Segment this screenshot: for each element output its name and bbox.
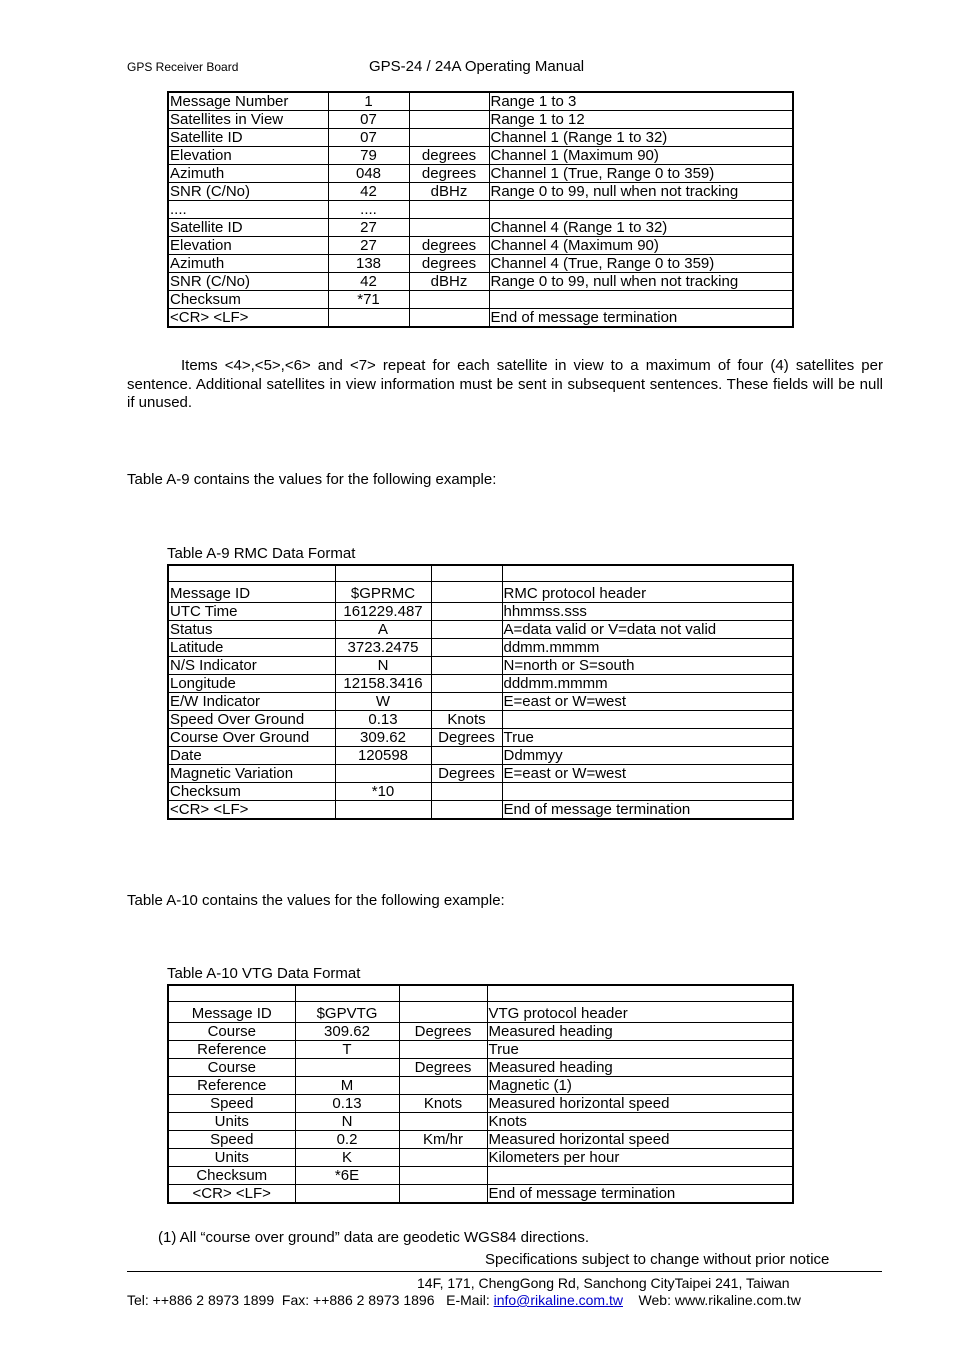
table-row bbox=[168, 747, 793, 765]
table-cell: M bbox=[295, 1077, 399, 1095]
table-cell: Measured horizontal speed bbox=[487, 1095, 793, 1113]
table-cell bbox=[399, 1077, 487, 1095]
table-cell: Degrees bbox=[431, 729, 502, 747]
table-cell: E=east or W=west bbox=[502, 765, 793, 783]
table-header-blank-row bbox=[168, 985, 793, 1002]
table-cell: 0.13 bbox=[295, 1095, 399, 1113]
table-cell: *6E bbox=[295, 1167, 399, 1185]
table-row bbox=[168, 729, 793, 747]
table-row bbox=[168, 1059, 793, 1077]
table-row bbox=[168, 711, 793, 729]
table-cell bbox=[487, 985, 793, 1002]
table-cell: End of message termination bbox=[487, 1185, 793, 1204]
table-cell bbox=[409, 129, 489, 147]
table-cell: 42 bbox=[328, 273, 409, 291]
table-cell: Reference bbox=[168, 1041, 295, 1059]
table-cell: Course bbox=[168, 1023, 295, 1041]
table-cell: Channel 4 (Range 1 to 32) bbox=[489, 219, 793, 237]
table-cell: Measured horizontal speed bbox=[487, 1131, 793, 1149]
table-cell: A=data valid or V=data not valid bbox=[502, 621, 793, 639]
table-cell: Degrees bbox=[431, 765, 502, 783]
table-cell: T bbox=[295, 1041, 399, 1059]
table-cell: 42 bbox=[328, 183, 409, 201]
table-cell bbox=[431, 621, 502, 639]
table-cell: Azimuth bbox=[168, 165, 328, 183]
table-row bbox=[168, 92, 793, 111]
table-cell bbox=[431, 565, 502, 582]
table-cell: Units bbox=[168, 1113, 295, 1131]
table-cell: Message ID bbox=[168, 1002, 295, 1023]
table-row bbox=[168, 657, 793, 675]
rmc-table-body bbox=[168, 565, 793, 819]
table-cell: Channel 1 (Range 1 to 32) bbox=[489, 129, 793, 147]
table-cell: .... bbox=[328, 201, 409, 219]
table-cell bbox=[431, 675, 502, 693]
table-cell bbox=[487, 1167, 793, 1185]
table-cell: Knots bbox=[399, 1095, 487, 1113]
table-row bbox=[168, 129, 793, 147]
table-cell bbox=[295, 985, 399, 1002]
table-cell: True bbox=[502, 729, 793, 747]
table-cell: degrees bbox=[409, 237, 489, 255]
table-row bbox=[168, 255, 793, 273]
table-cell bbox=[409, 219, 489, 237]
table-cell: $GPRMC bbox=[335, 582, 431, 603]
table-row bbox=[168, 219, 793, 237]
table-cell: 0.13 bbox=[335, 711, 431, 729]
table-cell bbox=[335, 801, 431, 820]
footer-address: 14F, 171, ChengGong Rd, Sanchong CityTaipei 241, Taiwan bbox=[417, 1275, 790, 1291]
table-cell: End of message termination bbox=[489, 309, 793, 328]
table-cell bbox=[431, 603, 502, 621]
table-cell: Course Over Ground bbox=[168, 729, 335, 747]
vtg-table bbox=[167, 984, 794, 1204]
table-cell: Satellite ID bbox=[168, 219, 328, 237]
table-cell: 048 bbox=[328, 165, 409, 183]
footer-notice: Specifications subject to change without prior notice bbox=[485, 1251, 830, 1268]
table-row bbox=[168, 237, 793, 255]
table-cell: 07 bbox=[328, 129, 409, 147]
table-cell: Checksum bbox=[168, 783, 335, 801]
table-row bbox=[168, 147, 793, 165]
table-cell bbox=[409, 309, 489, 328]
table-cell: SNR (C/No) bbox=[168, 183, 328, 201]
table-cell: RMC protocol header bbox=[502, 582, 793, 603]
table-cell bbox=[399, 1185, 487, 1204]
table-cell: Elevation bbox=[168, 237, 328, 255]
table-cell: Elevation bbox=[168, 147, 328, 165]
table-cell: 27 bbox=[328, 237, 409, 255]
table-cell: $GPVTG bbox=[295, 1002, 399, 1023]
table-cell bbox=[399, 1113, 487, 1131]
table-cell bbox=[502, 783, 793, 801]
table-row bbox=[168, 273, 793, 291]
table-cell bbox=[431, 801, 502, 820]
vtg-table-body bbox=[168, 985, 793, 1203]
table-cell: Checksum bbox=[168, 291, 328, 309]
table-cell: Range 0 to 99, null when not tracking bbox=[489, 183, 793, 201]
table-cell: <CR> <LF> bbox=[168, 309, 328, 328]
table-row bbox=[168, 765, 793, 783]
header-title: GPS-24 / 24A Operating Manual bbox=[369, 58, 585, 75]
table-cell: W bbox=[335, 693, 431, 711]
table-cell: E/W Indicator bbox=[168, 693, 335, 711]
table-cell: 309.62 bbox=[295, 1023, 399, 1041]
table-cell bbox=[295, 1185, 399, 1204]
table-cell: dBHz bbox=[409, 273, 489, 291]
table-row bbox=[168, 165, 793, 183]
intro-table-a9: Table A-9 contains the values for the following example: bbox=[127, 471, 497, 488]
table-row bbox=[168, 693, 793, 711]
table-cell: Km/hr bbox=[399, 1131, 487, 1149]
table-cell bbox=[489, 201, 793, 219]
table-cell: Units bbox=[168, 1149, 295, 1167]
table-cell: Knots bbox=[431, 711, 502, 729]
table-cell: .... bbox=[168, 201, 328, 219]
footer-web: Web: www.rikaline.com.tw bbox=[622, 1292, 801, 1308]
table-cell bbox=[431, 693, 502, 711]
table-cell: Satellites in View bbox=[168, 111, 328, 129]
table-cell: K bbox=[295, 1149, 399, 1167]
table-cell: degrees bbox=[409, 165, 489, 183]
table-cell: N bbox=[295, 1113, 399, 1131]
table-cell bbox=[409, 92, 489, 111]
table-cell bbox=[399, 1041, 487, 1059]
table-cell: Magnetic (1) bbox=[487, 1077, 793, 1095]
table-row bbox=[168, 1077, 793, 1095]
table-cell: hhmmss.sss bbox=[502, 603, 793, 621]
table-cell: 12158.3416 bbox=[335, 675, 431, 693]
table-cell: Speed Over Ground bbox=[168, 711, 335, 729]
table-cell: Checksum bbox=[168, 1167, 295, 1185]
table-cell: Ddmmyy bbox=[502, 747, 793, 765]
table-cell: Azimuth bbox=[168, 255, 328, 273]
table-cell bbox=[335, 765, 431, 783]
repeat-items-paragraph: Items <4>,<5>,<6> and <7> repeat for each satellite in view to a maximum of four (4) satellites per sentence. Additional satellites in view information must be sent in subsequent sentences. These fields will be null if unused. bbox=[127, 357, 883, 411]
table-cell bbox=[502, 565, 793, 582]
table-cell bbox=[399, 1002, 487, 1023]
table-cell bbox=[399, 1167, 487, 1185]
table-cell: Range 0 to 99, null when not tracking bbox=[489, 273, 793, 291]
table-row bbox=[168, 1149, 793, 1167]
table-cell: N=north or S=south bbox=[502, 657, 793, 675]
table-row bbox=[168, 603, 793, 621]
rmc-table bbox=[167, 564, 794, 820]
table-cell: Longitude bbox=[168, 675, 335, 693]
table-row bbox=[168, 1023, 793, 1041]
table-row bbox=[168, 639, 793, 657]
table-cell: 120598 bbox=[335, 747, 431, 765]
table-row bbox=[168, 1002, 793, 1023]
table-cell bbox=[409, 111, 489, 129]
gsv-table bbox=[167, 91, 794, 328]
table-header-blank-row bbox=[168, 565, 793, 582]
table-cell: dddmm.mmmm bbox=[502, 675, 793, 693]
table-row bbox=[168, 111, 793, 129]
table-cell: Channel 4 (Maximum 90) bbox=[489, 237, 793, 255]
table-cell bbox=[399, 985, 487, 1002]
table-cell: degrees bbox=[409, 255, 489, 273]
table-cell: Knots bbox=[487, 1113, 793, 1131]
table-cell: Measured heading bbox=[487, 1023, 793, 1041]
table-cell: *71 bbox=[328, 291, 409, 309]
table-row bbox=[168, 201, 793, 219]
table-row bbox=[168, 1167, 793, 1185]
table-cell: UTC Time bbox=[168, 603, 335, 621]
table-cell: Speed bbox=[168, 1095, 295, 1113]
table-cell: Channel 1 (Maximum 90) bbox=[489, 147, 793, 165]
table-cell: Message Number bbox=[168, 92, 328, 111]
table-cell: 138 bbox=[328, 255, 409, 273]
table-cell: 161229.487 bbox=[335, 603, 431, 621]
table-row bbox=[168, 783, 793, 801]
table-row bbox=[168, 1113, 793, 1131]
footer-tel-fax: Tel: ++886 2 8973 1899 Fax: ++886 2 8973 1896 E-Mail: bbox=[127, 1292, 494, 1308]
table-cell: dBHz bbox=[409, 183, 489, 201]
table-cell: End of message termination bbox=[502, 801, 793, 820]
table-cell: N/S Indicator bbox=[168, 657, 335, 675]
table-cell: <CR> <LF> bbox=[168, 1185, 295, 1204]
table-cell bbox=[295, 1059, 399, 1077]
table-cell: degrees bbox=[409, 147, 489, 165]
rmc-table-caption: Table A-9 RMC Data Format bbox=[167, 545, 356, 562]
table-row bbox=[168, 801, 793, 820]
table-row bbox=[168, 1095, 793, 1113]
table-cell: 309.62 bbox=[335, 729, 431, 747]
vtg-table-caption: Table A-10 VTG Data Format bbox=[167, 965, 361, 982]
table-cell: SNR (C/No) bbox=[168, 273, 328, 291]
table-cell: Date bbox=[168, 747, 335, 765]
table-cell bbox=[409, 201, 489, 219]
table-row bbox=[168, 183, 793, 201]
table-cell bbox=[431, 639, 502, 657]
table-row bbox=[168, 1041, 793, 1059]
table-cell: VTG protocol header bbox=[487, 1002, 793, 1023]
table-cell: N bbox=[335, 657, 431, 675]
table-cell: 79 bbox=[328, 147, 409, 165]
table-cell: 3723.2475 bbox=[335, 639, 431, 657]
table-row bbox=[168, 1185, 793, 1204]
footer-email-link[interactable]: info@rikaline.com.tw bbox=[493, 1292, 623, 1308]
table-cell bbox=[431, 582, 502, 603]
table-cell: True bbox=[487, 1041, 793, 1059]
table-cell bbox=[431, 657, 502, 675]
table-cell bbox=[431, 747, 502, 765]
table-cell bbox=[335, 565, 431, 582]
table-cell: Reference bbox=[168, 1077, 295, 1095]
footer-contacts bbox=[127, 1292, 801, 1308]
table-cell: Channel 1 (True, Range 0 to 359) bbox=[489, 165, 793, 183]
table-cell bbox=[168, 985, 295, 1002]
table-row bbox=[168, 309, 793, 328]
header-left: GPS Receiver Board bbox=[127, 60, 239, 74]
table-row bbox=[168, 621, 793, 639]
table-row bbox=[168, 291, 793, 309]
table-cell: ddmm.mmmm bbox=[502, 639, 793, 657]
table-cell: Range 1 to 3 bbox=[489, 92, 793, 111]
table-cell: Satellite ID bbox=[168, 129, 328, 147]
table-cell bbox=[328, 309, 409, 328]
table-cell: <CR> <LF> bbox=[168, 801, 335, 820]
table-cell: *10 bbox=[335, 783, 431, 801]
table-cell: 0.2 bbox=[295, 1131, 399, 1149]
table-row bbox=[168, 675, 793, 693]
table-cell: E=east or W=west bbox=[502, 693, 793, 711]
table-cell bbox=[399, 1149, 487, 1167]
table-cell: Range 1 to 12 bbox=[489, 111, 793, 129]
footnote: (1) All “course over ground” data are geodetic WGS84 directions. bbox=[158, 1229, 590, 1246]
table-cell: 1 bbox=[328, 92, 409, 111]
table-cell: Speed bbox=[168, 1131, 295, 1149]
intro-table-a10: Table A-10 contains the values for the following example: bbox=[127, 892, 505, 909]
table-cell: Degrees bbox=[399, 1059, 487, 1077]
table-row bbox=[168, 1131, 793, 1149]
table-cell: Magnetic Variation bbox=[168, 765, 335, 783]
table-cell bbox=[502, 711, 793, 729]
table-cell: 27 bbox=[328, 219, 409, 237]
table-cell: Latitude bbox=[168, 639, 335, 657]
table-cell bbox=[431, 783, 502, 801]
table-cell: 07 bbox=[328, 111, 409, 129]
table-cell: Status bbox=[168, 621, 335, 639]
gsv-table-body bbox=[168, 92, 793, 327]
table-cell: Message ID bbox=[168, 582, 335, 603]
table-row bbox=[168, 582, 793, 603]
table-cell: Measured heading bbox=[487, 1059, 793, 1077]
table-cell bbox=[168, 565, 335, 582]
table-cell: Kilometers per hour bbox=[487, 1149, 793, 1167]
footer-divider bbox=[127, 1271, 882, 1272]
table-cell bbox=[409, 291, 489, 309]
table-cell: Degrees bbox=[399, 1023, 487, 1041]
table-cell: Course bbox=[168, 1059, 295, 1077]
table-cell bbox=[489, 291, 793, 309]
table-cell: Channel 4 (True, Range 0 to 359) bbox=[489, 255, 793, 273]
table-cell: A bbox=[335, 621, 431, 639]
